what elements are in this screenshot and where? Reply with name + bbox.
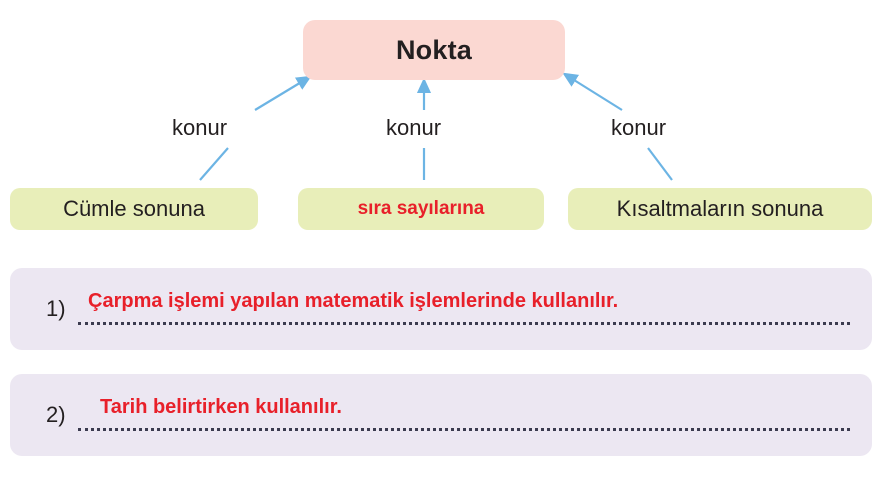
answer-dotted-line-2	[78, 428, 850, 431]
branch-line-right	[648, 148, 672, 180]
leaf-box-2	[298, 188, 544, 230]
answer-text-1: Çarpma işlemi yapılan matematik işlemlerinde kullanılır.	[88, 290, 619, 312]
arrow-left	[255, 78, 308, 110]
answer-text-2: Tarih belirtirken kullanılır.	[100, 396, 342, 418]
connector-label-left: konur	[172, 115, 228, 140]
root-node-label: Nokta	[395, 34, 472, 65]
answer-number-2: 2)	[46, 402, 66, 427]
leaf-box-2-label: sıra sayılarına	[357, 198, 485, 219]
answer-row-2[interactable]	[10, 374, 872, 456]
connector-label-middle: konur	[386, 115, 442, 140]
connector-label-right: konur	[611, 115, 667, 140]
answer-number-1: 1)	[46, 296, 66, 321]
leaf-box-3	[568, 188, 872, 230]
branch-line-left	[200, 148, 228, 180]
leaf-box-1	[10, 188, 258, 230]
arrow-right	[566, 75, 622, 110]
answer-row-1[interactable]	[10, 268, 872, 350]
root-node	[303, 20, 565, 80]
answer-dotted-line-1	[78, 322, 850, 325]
leaf-box-3-label: Kısaltmaların sonuna	[616, 196, 824, 221]
leaf-box-1-label: Cümle sonuna	[63, 196, 205, 221]
